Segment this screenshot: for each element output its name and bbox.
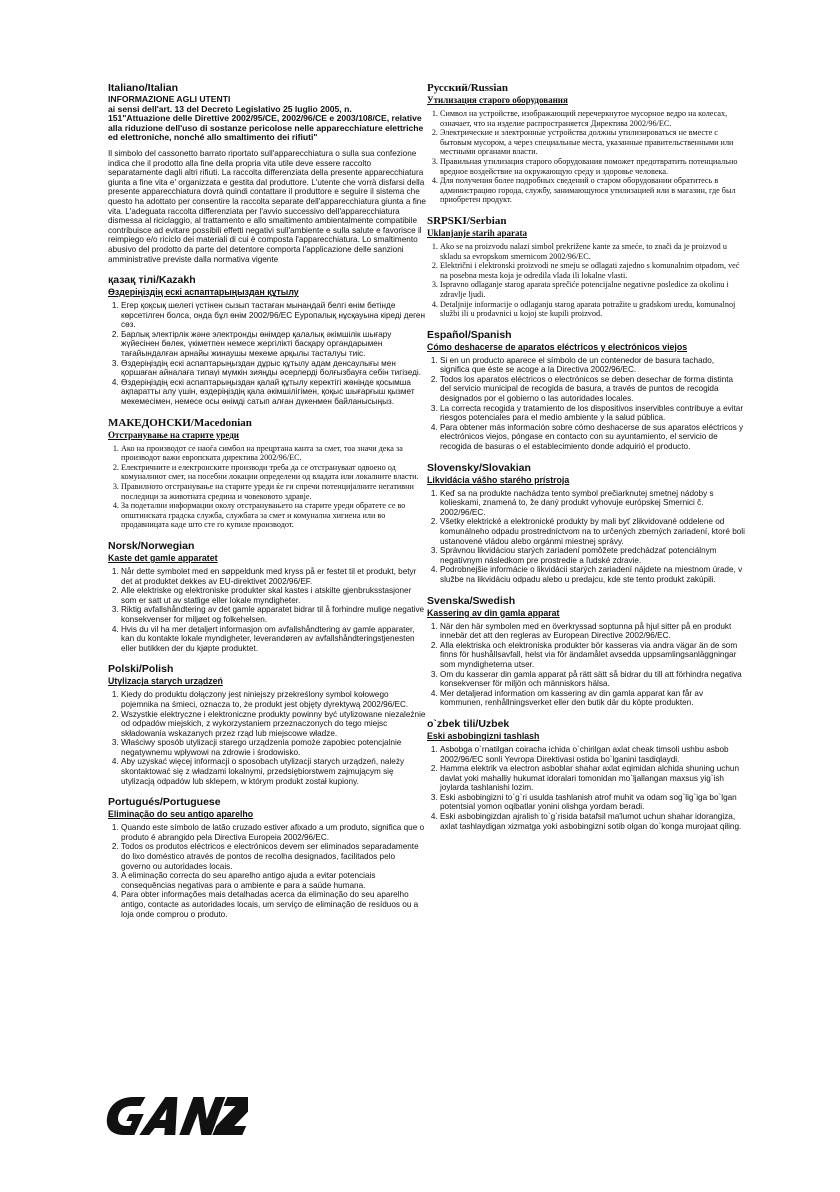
section-subtitle: Отстранување на старите уреди xyxy=(108,429,239,440)
section-subtitle: Утилизация старого оборудования xyxy=(427,95,568,105)
list-item: 4. За подетални информации околу отстранувањето на старите уреди обратете се во општинската градска служба, службата за смет и комунална хигиена или во продавницата каде што сте го купиле производот. xyxy=(121,501,426,530)
section-subtitle: Kaste det gamle apparatet xyxy=(108,552,218,563)
section-subtitle: Өздеріңіздің ескі аспаптарыңыздан құтылу xyxy=(108,287,299,298)
list-item: 2. Všetky elektrické a elektronické produkty by mali byť zlikvidované oddelene od komunálneho odpadu prostredníctvom na to určených zberných zariadení, ktoré boli ustanovené vládou alebo orgánmi miestnej správy. xyxy=(440,517,745,546)
list-item: 2. Барлық электірлік және электронды өнімдер қалалық әкімшілік шығару жүйесінен бөлек, үкіметпен немесе жергілікті басқару органдарымен тағайындалған арнайы жинаушы мекеме арқылы тасталуы тиіс. xyxy=(121,330,426,359)
list-item: 1. Ako se na proizvodu nalazi simbol prekrižene kante za smeće, to znači da je proizvod u skladu sa evropskom smernicom 2002/96/EC. xyxy=(440,242,745,261)
language-title: Español/Spanish xyxy=(427,328,512,341)
list-item: 3. Eski asbobingizni to`g`ri usulda tashlanish atrof muhit va odam sog`lig`iga bo`lgan potentsial yomon oqibatlar yonini olishga yordam beradi. xyxy=(440,793,745,812)
list-item: 1. Keď sa na produkte nachádza tento symbol prečiarknutej smetnej nádoby s kolieskami, znamená to, že daný produkt vyhovuje európskej Smernici č. 2002/96/EC. xyxy=(440,489,745,518)
list-item: 2. Электрические и электронные устройства должны утилизироваться не вместе с бытовым мусором, а через специальные места, указанные правительственными или местными органами власти. xyxy=(440,128,745,157)
list-item: 4. Para obter informações mais detalhadas acerca da eliminação do seu aparelho antigo, contacte as autoridades locais, um serviço de eliminação de resíduos ou a loja onde comprou o produto. xyxy=(121,890,426,919)
list-item: 1. Символ на устройстве, изображающий перечеркнутое мусорное ведро на колесах, означает, что на изделие распространяется Директива 2002/96/EC. xyxy=(440,109,745,128)
section-kazakh xyxy=(108,274,426,407)
language-title: Русский/Russian xyxy=(427,82,509,94)
language-title: МАКЕДОНСКИ/Macedonian xyxy=(108,416,252,429)
section-uzbek xyxy=(427,718,745,831)
list-item: 4. Для получения более подробных сведений о старом оборудовании обратитесь в администрацию города, службу, занимающуюся утилизацией или в магазин, где был приобретен продукт. xyxy=(440,176,745,205)
list-item: 3. Správnou likvidáciou starých zariadení pomôžete predchádzať potenciálnym negatívnym následkom pre prostredie a ľudské zdravie. xyxy=(440,546,745,565)
list-item: 2. Електричните и електронските производи треба да се отстрануваат одвоено од комуналниот смет, на посебни локации определени од владата или локалните власти. xyxy=(121,463,426,482)
list-item: 2. Električni i elektronski proizvodi ne smeju se odlagati zajedno s komunalnim otpadom, već na posebna mesta koja je odredila vlada ili lokalne vlasti. xyxy=(440,261,745,280)
list-item: 4. Podrobnejšie informácie o likvidácii starých zariadení nájdete na miestnom úrade, v službe na likvidáciu odpadu alebo u predajcu, kde ste tento produkt zakúpili. xyxy=(440,565,745,584)
language-title: Portugués/Portuguese xyxy=(108,796,221,809)
list-item: 2. Alle elektriske og elektroniske produkter skal kastes i atskilte gjenbruksstasjoner som er satt ut av statlige eller lokale myndigheter. xyxy=(121,586,426,605)
list-item: 4. Aby uzyskać więcej informacji o sposobach utylizacji starych urządzeń, należy skontaktować się z władzami lokalnymi, przedsiębiorstwem zajmującym się utylizacją odpadów lub sklepem, w którym produkt został kupiony. xyxy=(121,757,426,786)
section-subtitle: Eski asbobingizni tashlash xyxy=(427,730,540,741)
section-spanish xyxy=(427,329,745,452)
list-item: 4. Hvis du vil ha mer detaljert informasjon om avfallshåndtering av gamle apparater, kan du kontakte lokale myndigheter, leverandøren av avfallshåndteringstjenesten eller butikken der du kjøpte produktet. xyxy=(121,625,426,654)
section-italian xyxy=(108,82,426,264)
list-item: 3. Ispravno odlaganje starog aparata sprečiće potencijalne negativne posledice za okolinu i zdravlje ljudi. xyxy=(440,280,745,299)
section-serbian xyxy=(427,215,745,319)
list-item: 1. Егер қоқсық шелегі үстінен сызып тастаған мынандай белгі өнім бетінде көрсетілген болса, онда бұл өнім 2002/96/ЕС Еуропалық нұсқауына кіреді деген сөз. xyxy=(121,301,426,330)
language-title: Slovensky/Slovakian xyxy=(427,461,531,474)
list-item: 3. Өздеріңіздің ескі аспаптарыңыздан дұрыс құтылу адам денсаулығы мен қоршаған айналаға типаүі мүмкін зияңды әсерлерді болғызбауға себін тигізеді. xyxy=(121,359,426,378)
list-item: 1. När den här symbolen med en överkryssad soptunna på hjul sitter på en produkt innebär det att den regleras av European Directive 2002/96/EC. xyxy=(440,622,745,641)
list-item: 2. Alla elektriska och elektroniska produkter bör kasseras via andra vägar än de som finns för hushållsavfall, helst via för ändamålet avsedda uppsamlingsanläggningar som myndigheterna utser. xyxy=(440,641,745,670)
list-item: 3. Правилното отстранување на старите уреди ќе ги спречи потенцијалните негативни последици за животната средина и човековото здравје. xyxy=(121,482,426,501)
notice-paragraph: Il simbolo del cassonetto barrato riportato sull'apparecchiatura o sulla sua confezione indica che il prodotto alla fine della propria vita utile deve essere raccolto separatamente dagli altri rifiuti. La raccolta differenziata della presente apparecchiatura giunta a fine vita e' organizzata e gestita dal produttore. L'utente che vorrà disfarsi della presente apparecchiatura dovrà quindi contattare il produttore e seguire il sistema che questo ha adottato per consentire la raccolta separate dell'apparecchiatura giunta a fine vita. L'adeguata raccolta differenziata per l'avvio successivo dell'apparecchiatura dismessa al riciclaggio, al trattamento e allo smaltimento ambientalmente compatibile contribuisce ad evitare possibili effetti negativi sull'ambiente e sulla salute e favorisce il reimpiego e/o riciclo dei materiali di cui è composta l'apparecchiatura. Lo smaltimento abusivo del prodotto da parte del detentore comporta l'applicazione delle sanzioni amministrative previste dalla normativa vigente xyxy=(108,148,426,264)
section-subtitle: Kassering av din gamla apparat xyxy=(427,607,560,618)
section-portuguese xyxy=(108,796,426,919)
list-item: 3. A eliminação correcta do seu aparelho antigo ajuda a evitar potenciais consequências negativas para o ambiente e para a saúde humana. xyxy=(121,871,426,890)
section-slovak xyxy=(427,462,745,585)
notice-heading: INFORMAZIONE AGLI UTENTI xyxy=(108,94,231,104)
section-subtitle: Utylizacja starych urządzeń xyxy=(108,676,223,687)
list-item: 4. Detaljnije informacije o odlaganju starog aparata potražite u gradskom uredu, komunalnoj službi ili u prodavnici u kojoj ste kupili proizvod. xyxy=(440,300,745,319)
notice-heading: 151"Attuazione delle Direttive 2002/95/CE, 2002/96/CE e 2003/108/CE, relative alla riduzione dell'uso di sostanze pericolose nelle apparecchiature elettriche ed elettroniche, nonché allo smaltimento dei rifiuti" xyxy=(108,113,424,143)
section-swedish xyxy=(427,595,745,708)
list-item: 4. Өздеріңіздің ескі аспаптарыңыздан қалай құтылу керектігі жөнінде қосымша ақпаратты алу үшін, өздеріңіздің қала әкімшілігімен, қоқыс шығарғыш қызмет мекемесімен, немесе осы өнімді сатып алған дүкенмен байланысыңыз. xyxy=(121,378,426,407)
ganz-logo xyxy=(98,1094,248,1138)
list-item: 1. Si en un producto aparece el símbolo de un contenedor de basura tachado, significa que éste se acoge a la Directiva 2002/96/EC. xyxy=(440,356,745,375)
notice-heading: ai sensi dell'art. 13 del Decreto Legislativo 25 luglio 2005, n. xyxy=(108,103,352,114)
list-item: 1. Ако на производот се наоѓа симбол на прецртана канта за смет, тоа значи дека за производот важи европската директива 2002/96/ЕС. xyxy=(121,444,426,463)
section-subtitle: Likvidácia vášho starého prístroja xyxy=(427,474,570,485)
section-norwegian xyxy=(108,540,426,653)
section-subtitle: Cómo deshacerse de aparatos eléctricos y electrónicos viejos xyxy=(427,341,688,352)
list-item: 2. Wszystkie elektryczne i elektroniczne produkty powinny być utylizowane niezależnie od odpadów miejskich, z wykorzystaniem przeznaczonych do tego miejsc składowania wskazanych przez rząd lub miejscowe władze. xyxy=(121,710,426,739)
right-column xyxy=(427,82,745,841)
language-title: Polski/Polish xyxy=(108,663,174,676)
section-macedonian xyxy=(108,417,426,530)
language-title: Norsk/Norwegian xyxy=(108,539,195,552)
list-item: 4. Mer detaljerad information om kassering av din gamla apparat kan får av kommunen, renhållningsverket eller den butik där du köpte produkten. xyxy=(440,689,745,708)
list-item: 4. Eski asbobingizdan ajralish to`g`risida batafsil ma'lumot uchun shahar idorangiza, axlat tashlaydigan xizmatga yoki asbobingizni sotib olgan do`konga murojaat qiling. xyxy=(440,812,745,831)
language-title: o`zbek tili/Uzbek xyxy=(427,717,510,730)
left-column xyxy=(108,82,426,929)
language-title: SRPSKI/Serbian xyxy=(427,214,507,227)
list-item: 3. Właściwy sposób utylizacji starego urządzenia pomoże zapobiec potencjalnie negatywnemu wpływowi na zdrowie i środowisko. xyxy=(121,738,426,757)
list-item: 3. La correcta recogida y tratamiento de los dispositivos inservibles contribuye a evitar riesgos potenciales para el medio ambiente y la salud pública. xyxy=(440,404,745,423)
list-item: 1. Når dette symbolet med en søppeldunk med kryss på er festet til et produkt, betyr det at produktet dekkes av EU-direktivet 2002/96/EF. xyxy=(121,567,426,586)
list-item: 1. Kiedy do produktu dołączony jest niniejszy przekreślony symbol kołowego pojemnika na śmieci, oznacza to, że produkt jest objęty dyrektywą 2002/96/EC. xyxy=(121,690,426,709)
language-title: Italiano/Italian xyxy=(108,82,179,94)
language-title: Svenska/Swedish xyxy=(427,594,516,607)
list-item: 3. Правильная утилизация старого оборудования поможет предотвратить потенциально вредное воздействие на окружающую среду и здоровье человека. xyxy=(440,157,745,176)
list-item: 2. Hamma elektrik va electron asboblar shahar axlat eqimidan alchida shuning uchun davlat yoki mahalliy hukumat idoralari tomonidan mo`ljallangan maxsus yig`ish joylarda tashlanishi lozim. xyxy=(440,764,745,793)
list-item: 3. Riktig avfallshåndtering av det gamle apparatet bidrar til å forhindre mulige negative konsekvenser for miljøet og folkehelsen. xyxy=(121,605,426,624)
section-subtitle: Uklanjanje starih aparata xyxy=(427,227,528,238)
list-item: 2. Todos os produtos eléctricos e electrónicos devem ser eliminados separadamente do lixo doméstico através de pontos de recolha designados, facilitados pelo governo ou autoridades locais. xyxy=(121,842,426,871)
list-item: 1. Asbobga o`rnatilgan coiracha ichida o`chirilgan axlat cheak timsoli ushbu asbob 2002/96/EC sonli Yevropa Direktivasi ostida bo`lganini tasdiqlaydi. xyxy=(440,745,745,764)
section-polish xyxy=(108,663,426,786)
list-item: 4. Para obtener más información sobre cómo deshacerse de sus aparatos eléctricos y electrónicos viejos, póngase en contacto con su ayuntamiento, el servicio de recogida de basuras o el establecimiento donde adquirió el producto. xyxy=(440,423,745,452)
list-item: 3. Om du kasserar din gamla apparat på rätt sätt så bidrar du till att förhindra negativa konsekvenser för miljön och människors hälsa. xyxy=(440,670,745,689)
list-item: 1. Quando este símbolo de latão cruzado estiver afixado a um produto, significa que o produto é abrangido pela Directiva Europeia 2002/96/EC. xyxy=(121,823,426,842)
section-russian xyxy=(427,82,745,205)
list-item: 2. Todos los aparatos eléctricos o electrónicos se deben desechar de forma distinta del servicio municipal de recogida de basura, a través de puntos de recogida designados por el gobierno o las autoridades locales. xyxy=(440,375,745,404)
language-title: қазақ тілі/Kazakh xyxy=(108,274,196,287)
section-subtitle: Eliminação do seu antigo aparelho xyxy=(108,809,254,820)
